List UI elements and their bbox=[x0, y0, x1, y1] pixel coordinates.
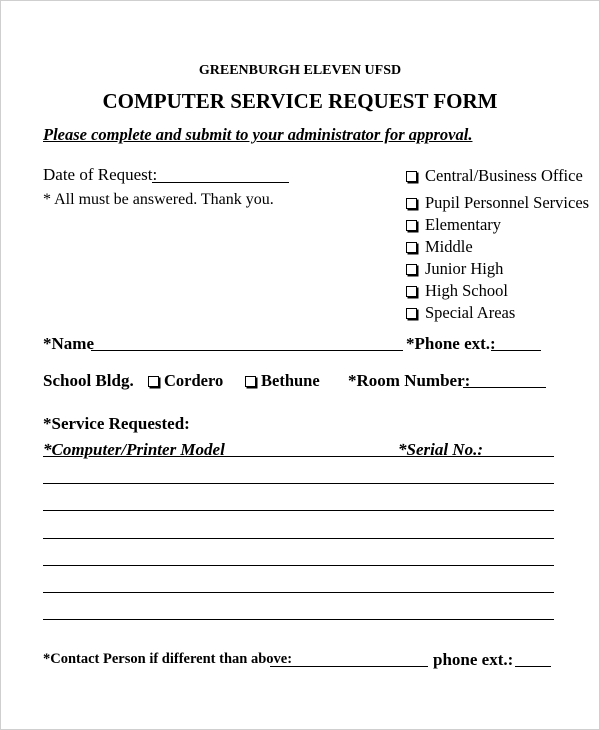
service-line[interactable] bbox=[43, 483, 554, 484]
office-option[interactable] bbox=[406, 214, 589, 236]
service-line[interactable] bbox=[43, 510, 554, 511]
contact-phone-field[interactable] bbox=[515, 666, 551, 667]
service-label: *Service Requested: bbox=[43, 414, 190, 433]
school-option-label: Cordero bbox=[164, 371, 224, 390]
office-option-label: High School bbox=[425, 281, 508, 300]
school-option-bethune[interactable] bbox=[245, 371, 320, 391]
office-option[interactable] bbox=[406, 280, 589, 302]
required-note: * All must be answered. Thank you. bbox=[43, 191, 274, 208]
model-field[interactable] bbox=[208, 456, 398, 457]
checkbox-icon[interactable] bbox=[406, 171, 417, 182]
name-label: *Name bbox=[43, 334, 94, 353]
office-option[interactable] bbox=[406, 165, 589, 187]
office-option-label: Central/Business Office bbox=[425, 166, 583, 185]
office-option-label: Elementary bbox=[425, 215, 502, 234]
room-label: *Room Number: bbox=[348, 371, 471, 390]
office-option-label: Pupil Personnel Services bbox=[425, 193, 590, 212]
office-option-label: Special Areas bbox=[425, 303, 516, 322]
school-label: School Bldg. bbox=[43, 371, 134, 390]
service-line[interactable] bbox=[43, 619, 554, 620]
model-label: *Computer/Printer Model bbox=[43, 440, 225, 459]
office-option-label: Middle bbox=[425, 237, 473, 256]
date-field[interactable] bbox=[152, 182, 289, 183]
district-name: GREENBURGH ELEVEN UFSD bbox=[198, 63, 402, 78]
checkbox-icon[interactable] bbox=[406, 220, 417, 231]
contact-phone-label: phone ext.: bbox=[433, 650, 514, 669]
office-option[interactable] bbox=[406, 192, 589, 214]
phone-field[interactable] bbox=[491, 350, 541, 351]
serial-label: *Serial No.: bbox=[398, 440, 483, 459]
contact-label: *Contact Person if different than above: bbox=[43, 651, 293, 667]
serial-field[interactable] bbox=[474, 456, 554, 457]
checkbox-icon[interactable] bbox=[148, 376, 159, 387]
school-option-cordero[interactable] bbox=[148, 371, 223, 391]
contact-field[interactable] bbox=[270, 666, 428, 667]
date-label: Date of Request: bbox=[43, 165, 158, 184]
room-field[interactable] bbox=[463, 387, 546, 388]
office-option[interactable] bbox=[406, 302, 589, 324]
checkbox-icon[interactable] bbox=[406, 242, 417, 253]
service-line[interactable] bbox=[43, 538, 554, 539]
office-option[interactable] bbox=[406, 236, 589, 258]
service-line[interactable] bbox=[43, 592, 554, 593]
school-option-label: Bethune bbox=[261, 371, 320, 390]
service-line[interactable] bbox=[43, 565, 554, 566]
phone-label: *Phone ext.: bbox=[406, 334, 496, 353]
office-option[interactable] bbox=[406, 258, 589, 280]
checkbox-icon[interactable] bbox=[406, 264, 417, 275]
office-option-label: Junior High bbox=[425, 259, 504, 278]
office-list bbox=[406, 165, 589, 324]
instructions: Please complete and submit to your administrator for approval. bbox=[43, 125, 473, 144]
checkbox-icon[interactable] bbox=[406, 286, 417, 297]
name-field[interactable] bbox=[91, 350, 403, 351]
checkbox-icon[interactable] bbox=[245, 376, 256, 387]
checkbox-icon[interactable] bbox=[406, 198, 417, 209]
form-title: COMPUTER SERVICE REQUEST FORM bbox=[102, 89, 498, 113]
checkbox-icon[interactable] bbox=[406, 308, 417, 319]
